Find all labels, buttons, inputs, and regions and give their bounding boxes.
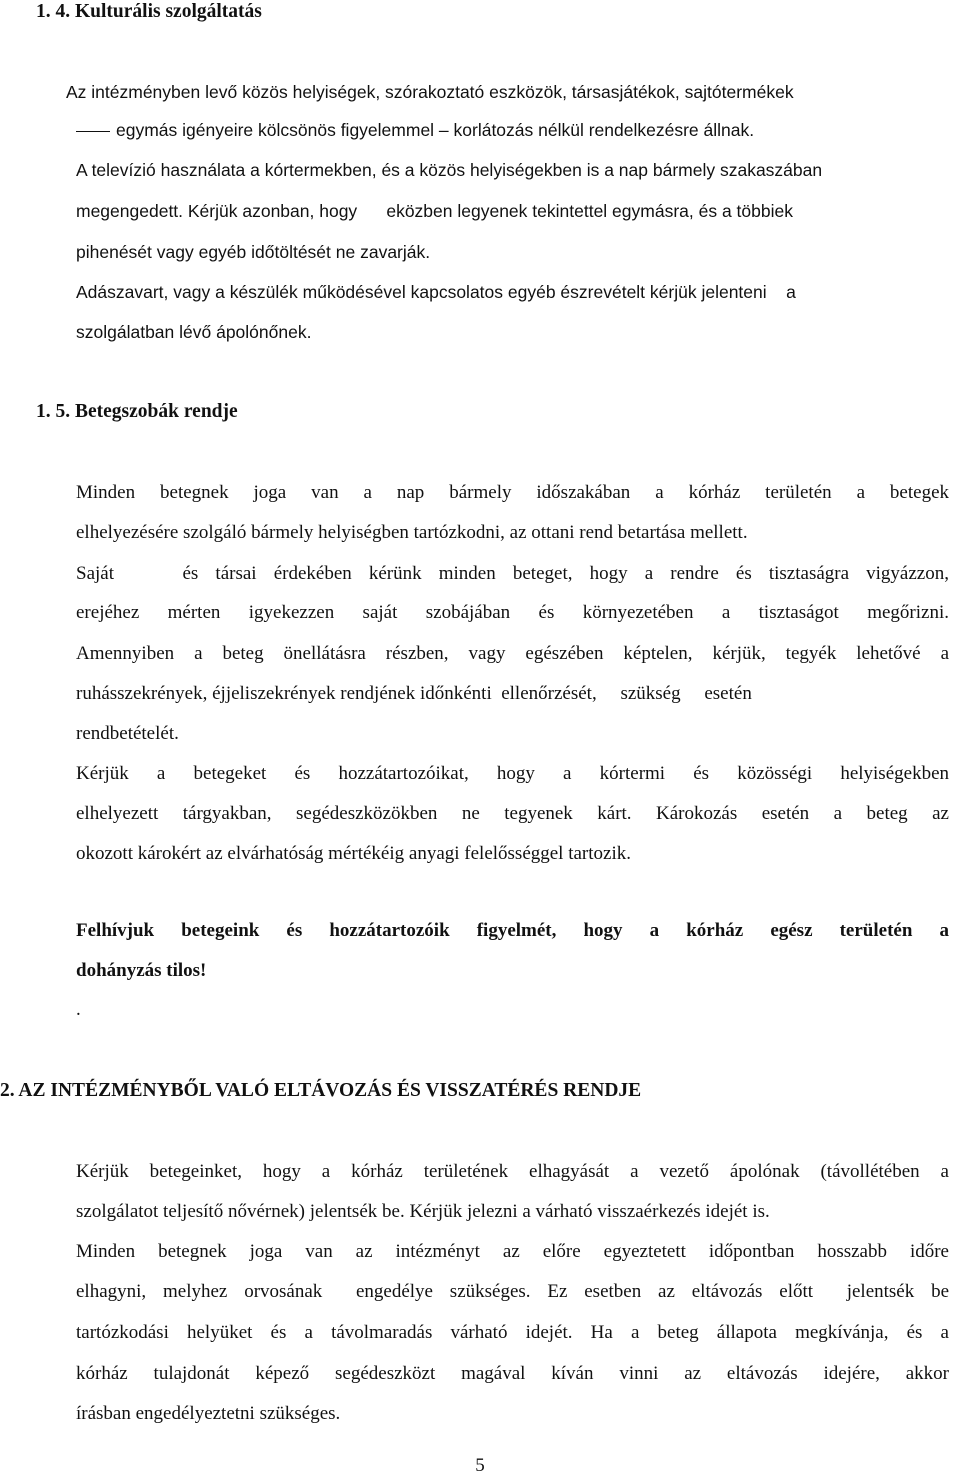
paragraph-line: Adászavart, vagy a készülék működésével kapcsolatos egyéb észrevételt kérjük jelenteni a (76, 282, 796, 302)
paragraph-line: megengedett. Kérjük azonban, hogy eközben legyenek tekintettel egymásra, és a többiek (76, 201, 793, 221)
paragraph-line (76, 118, 949, 142)
paragraph-line: kórház tulajdonát képező segédeszközt magával kíván vinni az eltávozás idejére, akkor (76, 1363, 949, 1384)
paragraph-line: szolgálatban lévő ápolónőnek. (76, 322, 312, 342)
section-1-4-title: 1. 4. Kulturális szolgáltatás (36, 1, 262, 22)
no-smoking-notice-line: Felhívjuk betegeink és hozzátartozóik figyelmét, hogy a kórház egész területén a (76, 920, 949, 941)
paragraph-line: A televízió használata a kórtermekben, és a közös helyiségekben is a nap bármely szakaszában (76, 160, 823, 180)
paragraph-line-text: egymás igényeire kölcsönös figyelemmel – korlátozás nélkül rendelkezésre állnak. (116, 120, 755, 140)
paragraph-line: okozott károkért az elvárhatóság mértékéig anyagi felelősséggel tartozik. (76, 843, 631, 864)
paragraph-line: tartózkodási helyüket és a távolmaradás várható idejét. Ha a beteg állapota megkívánja, és a (76, 1322, 949, 1343)
stray-dot: . (76, 999, 81, 1020)
dash-mark (76, 131, 110, 133)
section-1-5-title: 1. 5. Betegszobák rendje (36, 401, 238, 422)
paragraph-line: Amennyiben a beteg önellátásra részben, vagy egészében képtelen, kérjük, tegyék lehetővé a (76, 643, 949, 664)
paragraph-line: elhelyezett tárgyakban, segédeszközökben ne tegyenek kárt. Károkozás esetén a beteg az (76, 803, 949, 824)
paragraph-line: rendbetételét. (76, 723, 179, 744)
paragraph-line: ruhásszekrények, éjjeliszekrények rendjének időnkénti ellenőrzését, szükség esetén (76, 683, 752, 704)
paragraph-line: elhagyni, melyhez orvosának engedélye szükséges. Ez esetben az eltávozás előtt jelentsék be (76, 1281, 949, 1302)
paragraph-line: írásban engedélyeztetni szükséges. (76, 1403, 341, 1424)
paragraph-line: szolgálatot teljesítő nővérnek) jelentsék be. Kérjük jelezni a várható visszaérkezés idejét is. (76, 1201, 770, 1222)
paragraph-line: Az intézményben levő közös helyiségek, szórakoztató eszközök, társasjátékok, sajtótermékek (66, 82, 794, 102)
paragraph-line: elhelyezésére szolgáló bármely helyiségben tartózkodni, az ottani rend betartása mellett. (76, 522, 748, 543)
no-smoking-notice-line: dohányzás tilos! (76, 960, 207, 981)
paragraph-line: Minden betegnek joga van a nap bármely időszakában a kórház területén a betegek (76, 482, 949, 503)
section-2-title: 2. AZ INTÉZMÉNYBŐL VALÓ ELTÁVOZÁS ÉS VISSZATÉRÉS RENDJE (0, 1080, 642, 1101)
paragraph-line: Kérjük betegeinket, hogy a kórház területének elhagyását a vezető ápolónak (távollétében a (76, 1161, 949, 1182)
paragraph-line: erejéhez mérten igyekezzen saját szobájában és környezetében a tisztaságot megőrizni. (76, 602, 949, 623)
paragraph-line: pihenését vagy egyéb időtöltését ne zavarják. (76, 242, 431, 262)
paragraph-line: Saját és társai érdekében kérünk minden beteget, hogy a rendre és tisztaságra vigyázzon, (76, 563, 949, 584)
page-number: 5 (475, 1455, 485, 1476)
paragraph-line: Minden betegnek joga van az intézményt az előre egyeztetett időpontban hosszabb időre (76, 1241, 949, 1262)
paragraph-line: Kérjük a betegeket és hozzátartozóikat, hogy a kórtermi és közösségi helyiségekben (76, 763, 949, 784)
